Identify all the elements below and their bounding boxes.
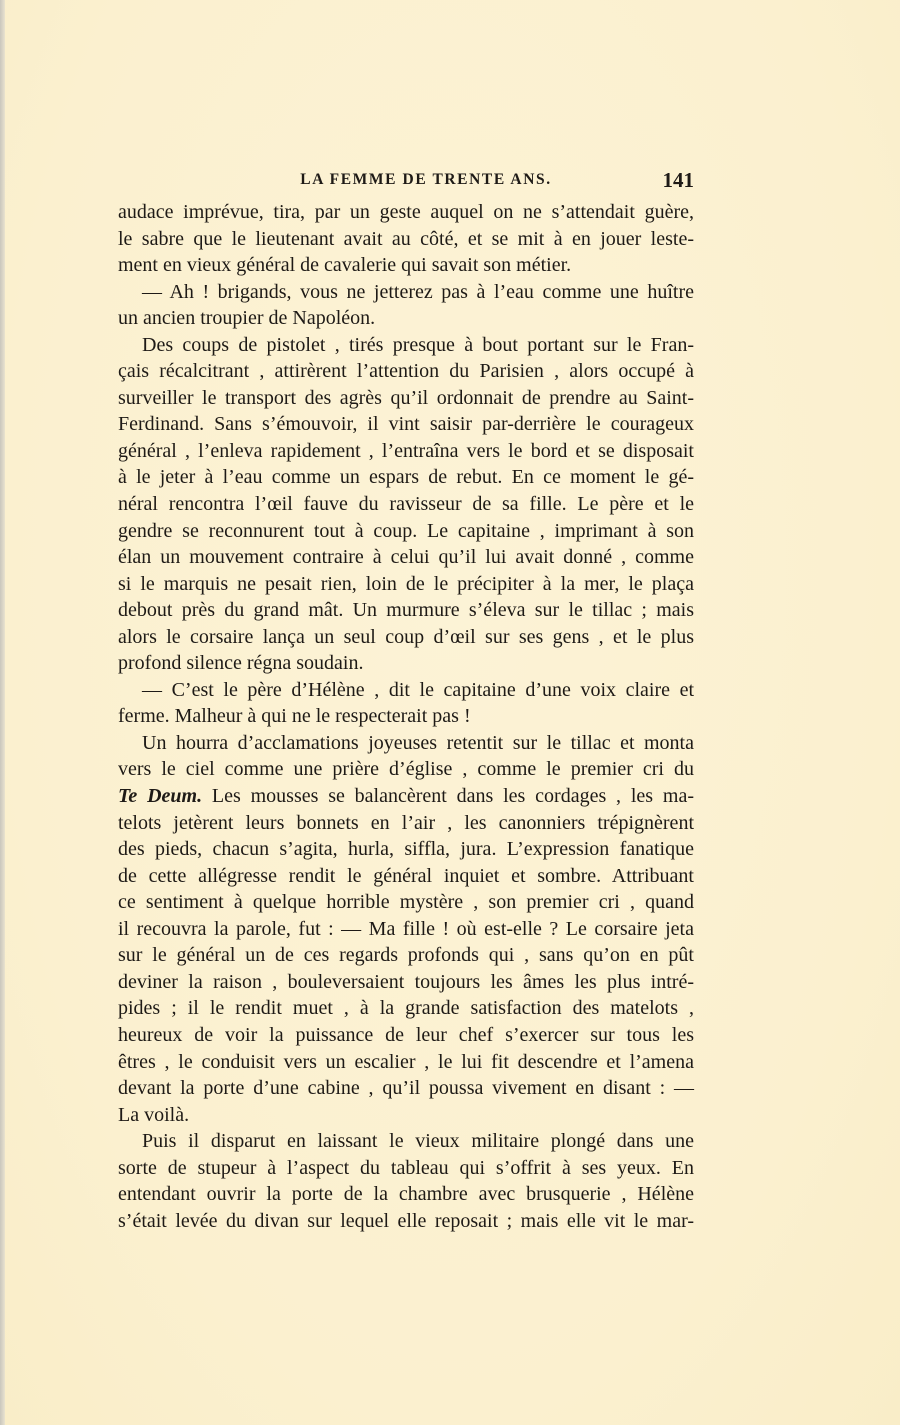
text-line: si le marquis ne pesait rien, loin de le précipiter à la mer, le plaça [118,572,694,595]
text-line: il recouvra la parole, fut : — Ma fille ! où est-elle ? Le corsaire jeta [118,917,694,940]
text-line: devant la porte d’une cabine , qu’il poussa vivement en disant : — [118,1077,694,1100]
text-line: profond silence régna soudain. [118,652,364,675]
text-line: un ancien troupier de Napoléon. [118,307,376,330]
text-line: vers le ciel comme une prière d’église , comme le premier cri du [118,758,694,781]
text-line: sur le général un de ces regards profonds qui , sans qu’on en pût [118,944,694,967]
line-text: Les mousses se balancèrent dans les cordages , les ma- [211,785,694,808]
text-line: pides ; il le rendit muet , à la grande satisfaction des matelots , [118,997,694,1020]
text-line: Un hourra d’acclamations joyeuses retentit sur le tillac et monta [142,731,694,754]
text-line: debout près du grand mât. Un murmure s’éleva sur le tillac ; mais [118,599,694,622]
text-line: entendant ouvrir la porte de la chambre avec brusquerie , Hélène [118,1183,694,1206]
text-line: — C’est le père d’Hélène , dit le capitaine d’une voix claire et [142,678,694,701]
running-head [118,168,694,192]
text-line: — Ah ! brigands, vous ne jetterez pas à l’eau comme une huître [142,280,694,303]
running-title: LA FEMME DE TRENTE ANS. [300,171,552,188]
text-line: çais récalcitrant , attirèrent l’attention du Parisien , alors occupé à [118,360,694,383]
text-line: ferme. Malheur à qui ne le respecterait pas ! [118,705,471,728]
page-number: 141 [662,168,694,192]
page-edge [0,0,5,1425]
italic-phrase: Te Deum. [118,785,203,808]
text-line: Puis il disparut en laissant le vieux militaire plongé dans une [142,1130,694,1153]
text-line: s’était levée du divan sur lequel elle reposait ; mais elle vit le mar- [118,1209,694,1232]
text-line: deviner la raison , bouleversaient toujours les âmes les plus intré- [118,970,694,993]
text-line: à le jeter à l’eau comme un espars de rebut. En ce moment le gé- [118,466,694,489]
text-line: êtres , le conduisit vers un escalier , le lui fit descendre et l’amena [118,1050,694,1073]
text-line: de cette allégresse rendit le général inquiet et sombre. Attribuant [118,864,694,887]
text-line: telots jetèrent leurs bonnets en l’air , les canonniers trépignèrent [118,811,694,834]
text-line: général , l’enleva rapidement , l’entraîna vers le bord et se disposait [118,439,694,462]
text-line: élan un mouvement contraire à celui qu’il lui avait donné , comme [118,546,694,569]
text-line [118,783,694,810]
text-line: audace imprévue, tira, par un geste auquel on ne s’attendait guère, [118,201,694,223]
text-line: Ferdinand. Sans s’émouvoir, il vint saisir par-derrière le courageux [118,413,694,436]
text-line: des pieds, chacun s’agita, hurla, siffla, jura. L’expression fanatique [118,838,694,861]
text-line: sorte de stupeur à l’aspect du tableau qui s’offrit à ses yeux. En [118,1156,694,1179]
text-line: alors le corsaire lança un seul coup d’œil sur ses gens , et le plus [118,625,694,648]
body-text [118,199,694,1234]
text-line: La voilà. [118,1103,190,1126]
text-line: surveiller le transport des agrès qu’il ordonnait de prendre au Saint- [118,386,694,409]
text-line: Des coups de pistolet , tirés presque à bout portant sur le Fran- [142,333,694,356]
text-line: ment en vieux général de cavalerie qui savait son métier. [118,254,572,277]
text-line: ce sentiment à quelque horrible mystère , son premier cri , quand [118,891,694,914]
text-line: néral rencontra l’œil fauve du ravisseur de sa fille. Le père et le [118,493,694,516]
text-line: heureux de voir la puissance de leur chef s’exercer sur tous les [118,1023,694,1046]
text-line: le sabre que le lieutenant avait au côté, et se mit à en jouer leste- [118,227,694,250]
text-line: gendre se reconnurent tout à coup. Le capitaine , imprimant à son [118,519,694,542]
